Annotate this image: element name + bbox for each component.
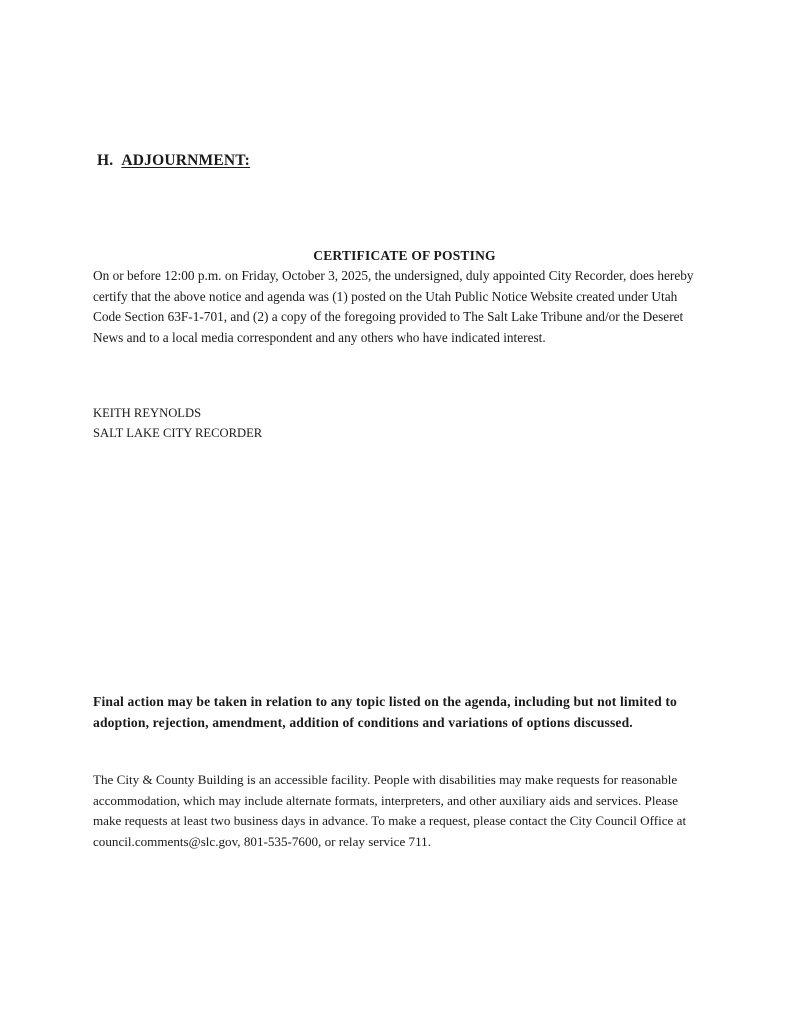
final-action-notice: Final action may be taken in relation to any topic listed on the agenda, including but not limited to adoption, rejection, amendment, addition of conditions and variations of options discussed.: [93, 694, 677, 730]
signature-title: SALT LAKE CITY RECORDER: [93, 426, 263, 440]
section-heading: [97, 152, 250, 170]
certificate-body: On or before 12:00 p.m. on Friday, October 3, 2025, the undersigned, duly appointed City Recorder, does hereby certify that the above notice and agenda was (1) posted on the Utah Public Notice Website created under Utah Code Section 63F-1-701, and (2) a copy of the foregoing provided to The Salt Lake Tribune and/or the Deseret News and to a local media correspondent and any others who have indicated interest.: [93, 268, 694, 345]
section-title: ADJOURNMENT:: [121, 152, 251, 169]
section-letter: H.: [97, 152, 114, 169]
signature-name: KEITH REYNOLDS: [93, 406, 202, 420]
signature-block: [93, 403, 262, 443]
certificate-title: CERTIFICATE OF POSTING: [313, 248, 496, 263]
accessibility-notice: The City & County Building is an accessible facility. People with disabilities may make requests for reasonable accommodation, which may include alternate formats, interpreters, and other auxiliary aids and services. Please make requests at least two business days in advance. To make a request, please contact the City Council Office at council.comments@slc.gov, 801-535-7600, or relay service 711.: [93, 772, 687, 849]
